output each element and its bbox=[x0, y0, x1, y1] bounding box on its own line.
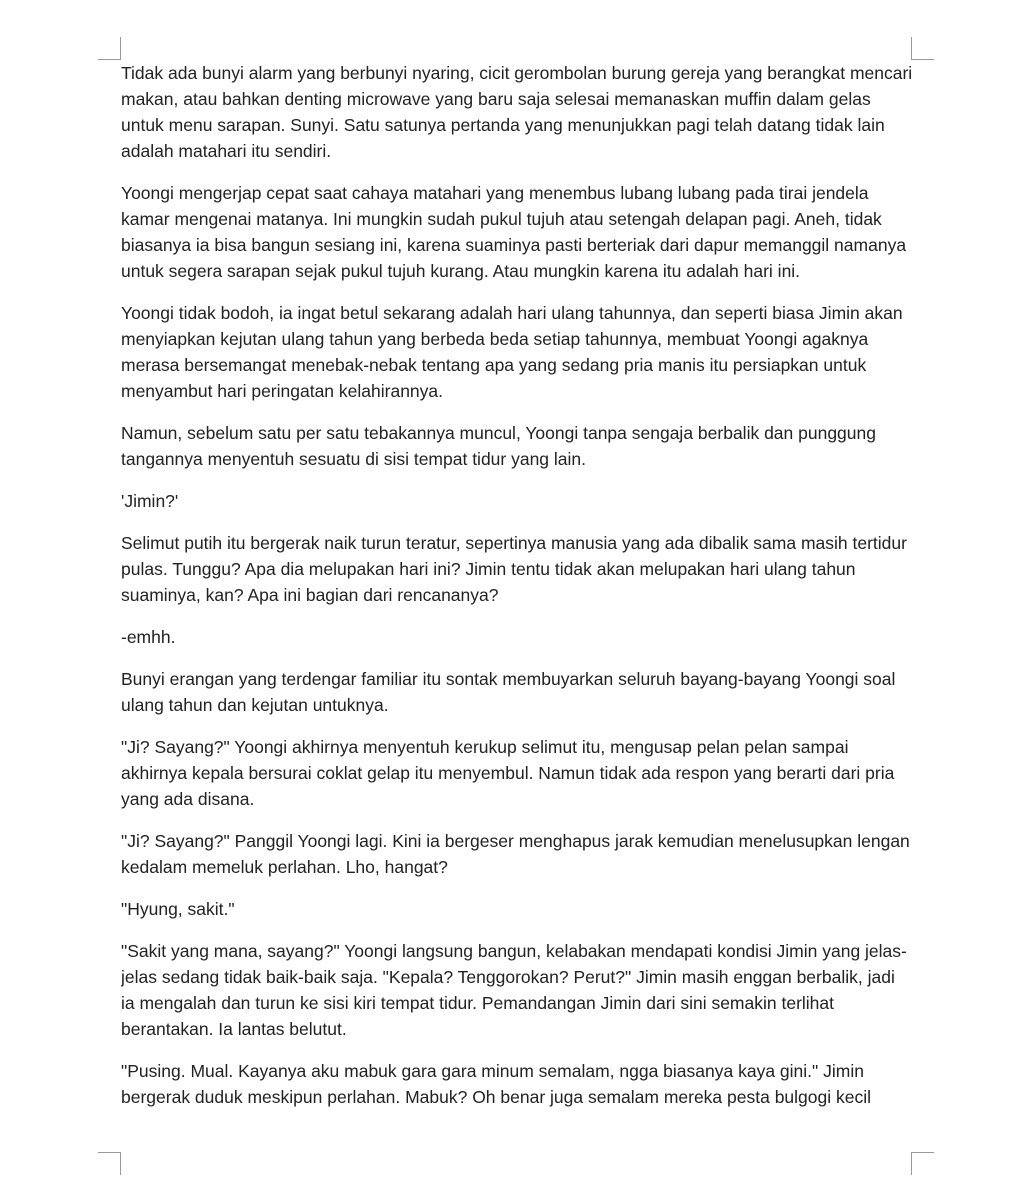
document-body[interactable] bbox=[121, 60, 913, 1150]
paragraph: Bunyi erangan yang terdengar familiar itu sontak membuyarkan seluruh bayang-bayang Yoongi soal ulang tahun dan kejutan untuknya. bbox=[121, 669, 896, 715]
crop-mark-top-left bbox=[98, 37, 121, 60]
paragraph: "Ji? Sayang?" Panggil Yoongi lagi. Kini ia bergeser menghapus jarak kemudian menelusupkan lengan kedalam memeluk perlahan. Lho, hangat? bbox=[121, 831, 910, 877]
crop-mark-bottom-left bbox=[98, 1152, 121, 1175]
crop-mark-bottom-right bbox=[911, 1152, 934, 1175]
paragraph: "Hyung, sakit." bbox=[121, 899, 235, 919]
paragraph: Selimut putih itu bergerak naik turun teratur, sepertinya manusia yang ada dibalik sama masih tertidur pulas. Tunggu? Apa dia melupakan hari ini? Jimin tentu tidak akan melupakan hari ulang tahun suaminya, kan? Apa ini bagian dari rencananya? bbox=[121, 533, 907, 605]
paragraph: "Sakit yang mana, sayang?" Yoongi langsung bangun, kelabakan mendapati kondisi Jimin yang jelas-jelas sedang tidak baik-baik saja. "Kepala? Tenggorokan? Perut?" Jimin masih enggan berbalik, jadi ia mengalah dan turun ke sisi kiri tempat tidur. Pemandangan Jimin dari sini semakin terlihat berantakan. Ia lantas belutut. bbox=[121, 941, 907, 1039]
paragraph: Yoongi mengerjap cepat saat cahaya matahari yang menembus lubang lubang pada tirai jendela kamar mengenai matanya. Ini mungkin sudah pukul tujuh atau setengah delapan pagi. Aneh, tidak biasanya ia bisa bangun sesiang ini, karena suaminya pasti berteriak dari dapur memanggil namanya untuk segera sarapan sejak pukul tujuh kurang. Atau mungkin karena itu adalah hari ini. bbox=[121, 183, 907, 281]
paragraph: Namun, sebelum satu per satu tebakannya muncul, Yoongi tanpa sengaja berbalik dan punggung tangannya menyentuh sesuatu di sisi tempat tidur yang lain. bbox=[121, 423, 876, 469]
paragraph: Yoongi tidak bodoh, ia ingat betul sekarang adalah hari ulang tahunnya, dan seperti biasa Jimin akan menyiapkan kejutan ulang tahun yang berbeda beda setiap tahunnya, membuat Yoongi agaknya merasa bersemangat menebak-nebak tentang apa yang sedang pria manis itu persiapkan untuk menyambut hari peringatan kelahirannya. bbox=[121, 303, 903, 401]
paragraph: Tidak ada bunyi alarm yang berbunyi nyaring, cicit gerombolan burung gereja yang berangkat mencari makan, atau bahkan denting microwave yang baru saja selesai memanaskan muffin dalam gelas untuk menu sarapan. Sunyi. Satu satunya pertanda yang menunjukkan pagi telah datang tidak lain adalah matahari itu sendiri. bbox=[121, 63, 913, 161]
paragraph: "Ji? Sayang?" Yoongi akhirnya menyentuh kerukup selimut itu, mengusap pelan pelan sampai akhirnya kepala bersurai coklat gelap itu menyembul. Namun tidak ada respon yang berarti dari pria yang ada disana. bbox=[121, 737, 895, 809]
crop-mark-top-right bbox=[911, 37, 934, 60]
paragraph: "Pusing. Mual. Kayanya aku mabuk gara gara minum semalam, ngga biasanya kaya gini." Jimin bergerak duduk meskipun perlahan. Mabuk? Oh benar juga semalam mereka pesta bulgogi kecil bbox=[121, 1061, 872, 1107]
paragraph: -emhh. bbox=[121, 627, 176, 647]
paragraph: 'Jimin?' bbox=[121, 491, 179, 511]
